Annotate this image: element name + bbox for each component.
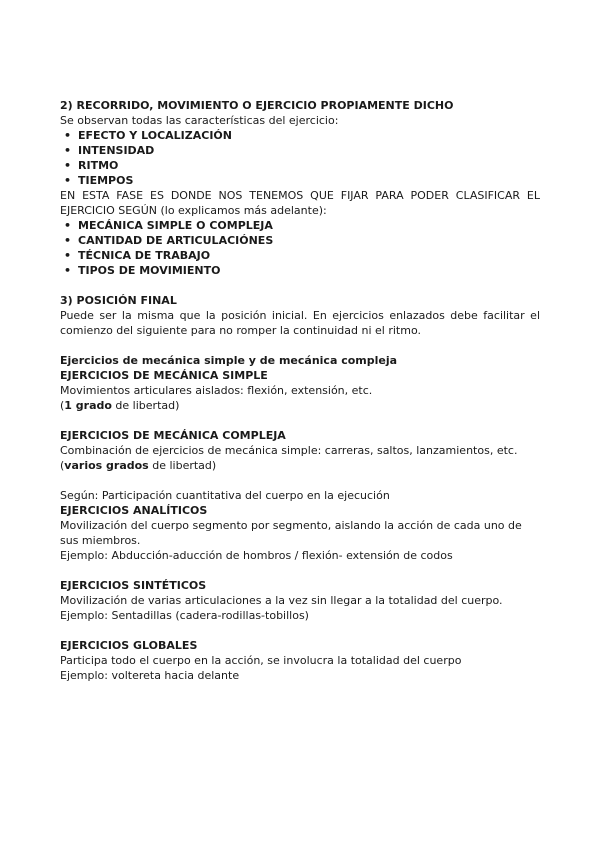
mecanica-compleja-text: Combinación de ejercicios de mecánica simple: carreras, saltos, lanzamientos, etc. <box>60 444 518 457</box>
mecanica-simple-text: Movimientos articulares aislados: flexión, extensión, etc. <box>60 384 373 397</box>
mecanica-simple-title: EJERCICIOS DE MECÁNICA SIMPLE <box>60 369 268 382</box>
section-3-paragraph: Puede ser la misma que la posición inicial. En ejercicios enlazados debe facilitar el comienzo del siguiente para no romper la continuidad ni el ritmo. <box>60 309 540 337</box>
classification-list <box>60 218 540 278</box>
list-item: • RITMO <box>60 158 540 173</box>
mecanica-simple-degrees: (1 grado de libertad) <box>60 399 180 412</box>
analiticos-text: Movilización del cuerpo segmento por segmento, aislando la acción de cada uno de sus miembros. <box>60 519 522 547</box>
globales-example: Ejemplo: voltereta hacia delante <box>60 669 240 682</box>
analiticos-title: EJERCICIOS ANALÍTICOS <box>60 504 208 517</box>
list-item: • TÉCNICA DE TRABAJO <box>60 248 540 263</box>
section-2-intro: Se observan todas las características del ejercicio: <box>60 114 339 127</box>
mecanica-heading: Ejercicios de mecánica simple y de mecánica compleja <box>60 354 398 367</box>
degrees-bold: varios grados <box>64 459 149 472</box>
list-item: • TIEMPOS <box>60 173 540 188</box>
segun-intro: Según: Participación cuantitativa del cuerpo en la ejecución <box>60 489 390 502</box>
globales-title: EJERCICIOS GLOBALES <box>60 639 198 652</box>
globales-text: Participa todo el cuerpo en la acción, se involucra la totalidad del cuerpo <box>60 654 462 667</box>
list-item: • TIPOS DE MOVIMIENTO <box>60 263 540 278</box>
section-3-title: 3) POSICIÓN FINAL <box>60 294 177 307</box>
list-item: • INTENSIDAD <box>60 143 540 158</box>
degrees-bold: 1 grado <box>64 399 112 412</box>
sinteticos-text: Movilización de varias articulaciones a la vez sin llegar a la totalidad del cuerpo. <box>60 594 503 607</box>
list-item: • MECÁNICA SIMPLE O COMPLEJA <box>60 218 540 233</box>
list-item: • CANTIDAD DE ARTICULACIÓNES <box>60 233 540 248</box>
analiticos-example: Ejemplo: Abducción-aducción de hombros / flexión- extensión de codos <box>60 549 453 562</box>
characteristics-list <box>60 128 540 188</box>
sinteticos-example: Ejemplo: Sentadillas (cadera-rodillas-tobillos) <box>60 609 309 622</box>
mecanica-compleja-title: EJERCICIOS DE MECÁNICA COMPLEJA <box>60 429 286 442</box>
list-item: • EFECTO Y LOCALIZACIÓN <box>60 128 540 143</box>
document-page <box>60 98 540 683</box>
sinteticos-title: EJERCICIOS SINTÉTICOS <box>60 579 207 592</box>
section-2-paragraph: EN ESTA FASE ES DONDE NOS TENEMOS QUE FIJAR PARA PODER CLASIFICAR EL EJERCICIO SEGÚN (lo explicamos más adelante): <box>60 189 540 217</box>
section-2-title: 2) RECORRIDO, MOVIMIENTO O EJERCICIO PROPIAMENTE DICHO <box>60 99 454 112</box>
mecanica-compleja-degrees: (varios grados de libertad) <box>60 459 217 472</box>
